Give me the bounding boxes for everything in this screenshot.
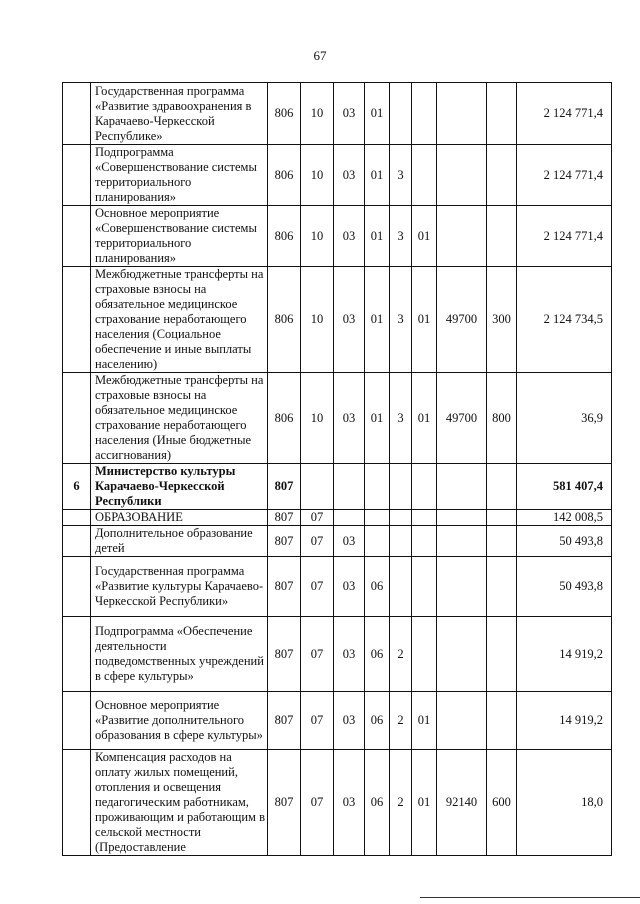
row-number-cell	[63, 145, 91, 206]
expense-type-cell	[487, 464, 517, 510]
section-code-cell: 10	[301, 373, 334, 464]
table-row	[63, 617, 612, 692]
amount-cell: 142 008,5	[517, 510, 612, 526]
direction-code-cell	[437, 526, 487, 557]
ministry-code-cell: 806	[268, 83, 301, 145]
subsection-code-cell: 03	[334, 557, 365, 617]
measure-code-cell: 01	[412, 267, 437, 373]
program-code-cell	[365, 464, 390, 510]
subsection-code-cell	[334, 510, 365, 526]
program-code-cell: 01	[365, 83, 390, 145]
amount-cell: 36,9	[517, 373, 612, 464]
direction-code-cell	[437, 557, 487, 617]
measure-code-cell	[412, 145, 437, 206]
name-cell: Межбюджетные трансферты на страховые взносы на обязательное медицинское страхование неработающего населения (Иные бюджетные ассигнования)	[91, 373, 268, 464]
direction-code-cell	[437, 510, 487, 526]
expense-type-cell	[487, 206, 517, 267]
table-row	[63, 526, 612, 557]
ministry-code-cell: 806	[268, 206, 301, 267]
section-code-cell: 07	[301, 617, 334, 692]
program-code-cell	[365, 526, 390, 557]
row-number-cell	[63, 750, 91, 856]
amount-cell: 50 493,8	[517, 526, 612, 557]
measure-code-cell	[412, 526, 437, 557]
subprogram-code-cell	[390, 83, 412, 145]
subprogram-code-cell: 3	[390, 267, 412, 373]
program-code-cell: 01	[365, 145, 390, 206]
expense-type-cell	[487, 145, 517, 206]
measure-code-cell: 01	[412, 206, 437, 267]
budget-table	[62, 82, 612, 856]
amount-cell: 581 407,4	[517, 464, 612, 510]
table-row	[63, 557, 612, 617]
expense-type-cell	[487, 526, 517, 557]
name-cell: Дополнительное образование детей	[91, 526, 268, 557]
measure-code-cell	[412, 83, 437, 145]
subprogram-code-cell	[390, 526, 412, 557]
subprogram-code-cell: 3	[390, 145, 412, 206]
row-number-cell	[63, 692, 91, 750]
table-row	[63, 692, 612, 750]
section-code-cell: 07	[301, 692, 334, 750]
subsection-code-cell: 03	[334, 267, 365, 373]
expense-type-cell: 800	[487, 373, 517, 464]
subsection-code-cell: 03	[334, 750, 365, 856]
table-body	[63, 83, 612, 856]
section-code-cell: 07	[301, 510, 334, 526]
direction-code-cell	[437, 617, 487, 692]
section-code-cell: 10	[301, 267, 334, 373]
ministry-code-cell: 807	[268, 526, 301, 557]
measure-code-cell	[412, 464, 437, 510]
amount-cell: 2 124 771,4	[517, 83, 612, 145]
expense-type-cell: 600	[487, 750, 517, 856]
expense-type-cell	[487, 692, 517, 750]
program-code-cell: 06	[365, 617, 390, 692]
subprogram-code-cell: 2	[390, 692, 412, 750]
subsection-code-cell: 03	[334, 83, 365, 145]
expense-type-cell	[487, 83, 517, 145]
ministry-code-cell: 807	[268, 510, 301, 526]
name-cell: Компенсация расходов на оплату жилых помещений, отопления и освещения педагогическим работникам, проживающим и работающим в сельской местности (Предоставление	[91, 750, 268, 856]
row-number-cell: 6	[63, 464, 91, 510]
subsection-code-cell: 03	[334, 373, 365, 464]
subsection-code-cell: 03	[334, 206, 365, 267]
ministry-code-cell: 806	[268, 267, 301, 373]
expense-type-cell	[487, 510, 517, 526]
table-row	[63, 373, 612, 464]
name-cell: Подпрограмма «Обеспечение деятельности подведомственных учреждений в сфере культуры»	[91, 617, 268, 692]
subsection-code-cell: 03	[334, 617, 365, 692]
measure-code-cell: 01	[412, 692, 437, 750]
program-code-cell: 06	[365, 750, 390, 856]
direction-code-cell	[437, 692, 487, 750]
name-cell: Государственная программа «Развитие здравоохранения в Карачаево-Черкесской Республике»	[91, 83, 268, 145]
bottom-divider	[420, 897, 640, 898]
program-code-cell: 06	[365, 692, 390, 750]
ministry-code-cell: 807	[268, 464, 301, 510]
row-number-cell	[63, 557, 91, 617]
direction-code-cell: 49700	[437, 373, 487, 464]
table-row	[63, 464, 612, 510]
table-row	[63, 510, 612, 526]
table-row	[63, 145, 612, 206]
amount-cell: 50 493,8	[517, 557, 612, 617]
amount-cell: 14 919,2	[517, 692, 612, 750]
direction-code-cell: 49700	[437, 267, 487, 373]
name-cell: Подпрограмма «Совершенствование системы территориального планирования»	[91, 145, 268, 206]
name-cell: Министерство культуры Карачаево-Черкесской Республики	[91, 464, 268, 510]
expense-type-cell	[487, 557, 517, 617]
expense-type-cell: 300	[487, 267, 517, 373]
program-code-cell: 06	[365, 557, 390, 617]
program-code-cell: 01	[365, 267, 390, 373]
section-code-cell: 07	[301, 557, 334, 617]
expense-type-cell	[487, 617, 517, 692]
amount-cell: 14 919,2	[517, 617, 612, 692]
row-number-cell	[63, 617, 91, 692]
name-cell: ОБРАЗОВАНИЕ	[91, 510, 268, 526]
measure-code-cell: 01	[412, 750, 437, 856]
name-cell: Государственная программа «Развитие культуры Карачаево-Черкесской Республики»	[91, 557, 268, 617]
direction-code-cell	[437, 464, 487, 510]
page-number: 67	[313, 48, 327, 63]
direction-code-cell	[437, 145, 487, 206]
ministry-code-cell: 807	[268, 692, 301, 750]
table-row	[63, 206, 612, 267]
subprogram-code-cell	[390, 510, 412, 526]
subprogram-code-cell	[390, 464, 412, 510]
direction-code-cell	[437, 206, 487, 267]
program-code-cell: 01	[365, 373, 390, 464]
subprogram-code-cell	[390, 557, 412, 617]
ministry-code-cell: 807	[268, 557, 301, 617]
table-row	[63, 83, 612, 145]
section-code-cell: 10	[301, 206, 334, 267]
ministry-code-cell: 806	[268, 145, 301, 206]
section-code-cell: 07	[301, 526, 334, 557]
row-number-cell	[63, 83, 91, 145]
section-code-cell: 07	[301, 750, 334, 856]
subprogram-code-cell: 2	[390, 617, 412, 692]
name-cell: Межбюджетные трансферты на страховые взносы на обязательное медицинское страхование неработающего населения (Социальное обеспечение и иные выплаты населению)	[91, 267, 268, 373]
program-code-cell	[365, 510, 390, 526]
table-row	[63, 267, 612, 373]
section-code-cell	[301, 464, 334, 510]
amount-cell: 18,0	[517, 750, 612, 856]
measure-code-cell	[412, 617, 437, 692]
ministry-code-cell: 806	[268, 373, 301, 464]
row-number-cell	[63, 267, 91, 373]
ministry-code-cell: 807	[268, 750, 301, 856]
amount-cell: 2 124 771,4	[517, 145, 612, 206]
direction-code-cell	[437, 83, 487, 145]
measure-code-cell	[412, 510, 437, 526]
ministry-code-cell: 807	[268, 617, 301, 692]
subprogram-code-cell: 3	[390, 373, 412, 464]
amount-cell: 2 124 734,5	[517, 267, 612, 373]
subsection-code-cell: 03	[334, 145, 365, 206]
subprogram-code-cell: 3	[390, 206, 412, 267]
measure-code-cell	[412, 557, 437, 617]
subprogram-code-cell: 2	[390, 750, 412, 856]
row-number-cell	[63, 510, 91, 526]
measure-code-cell: 01	[412, 373, 437, 464]
subsection-code-cell: 03	[334, 526, 365, 557]
section-code-cell: 10	[301, 145, 334, 206]
amount-cell: 2 124 771,4	[517, 206, 612, 267]
name-cell: Основное мероприятие «Развитие дополнительного образования в сфере культуры»	[91, 692, 268, 750]
section-code-cell: 10	[301, 83, 334, 145]
name-cell: Основное мероприятие «Совершенствование системы территориального планирования»	[91, 206, 268, 267]
row-number-cell	[63, 373, 91, 464]
direction-code-cell: 92140	[437, 750, 487, 856]
row-number-cell	[63, 526, 91, 557]
row-number-cell	[63, 206, 91, 267]
subsection-code-cell	[334, 464, 365, 510]
program-code-cell: 01	[365, 206, 390, 267]
subsection-code-cell: 03	[334, 692, 365, 750]
table-row	[63, 750, 612, 856]
